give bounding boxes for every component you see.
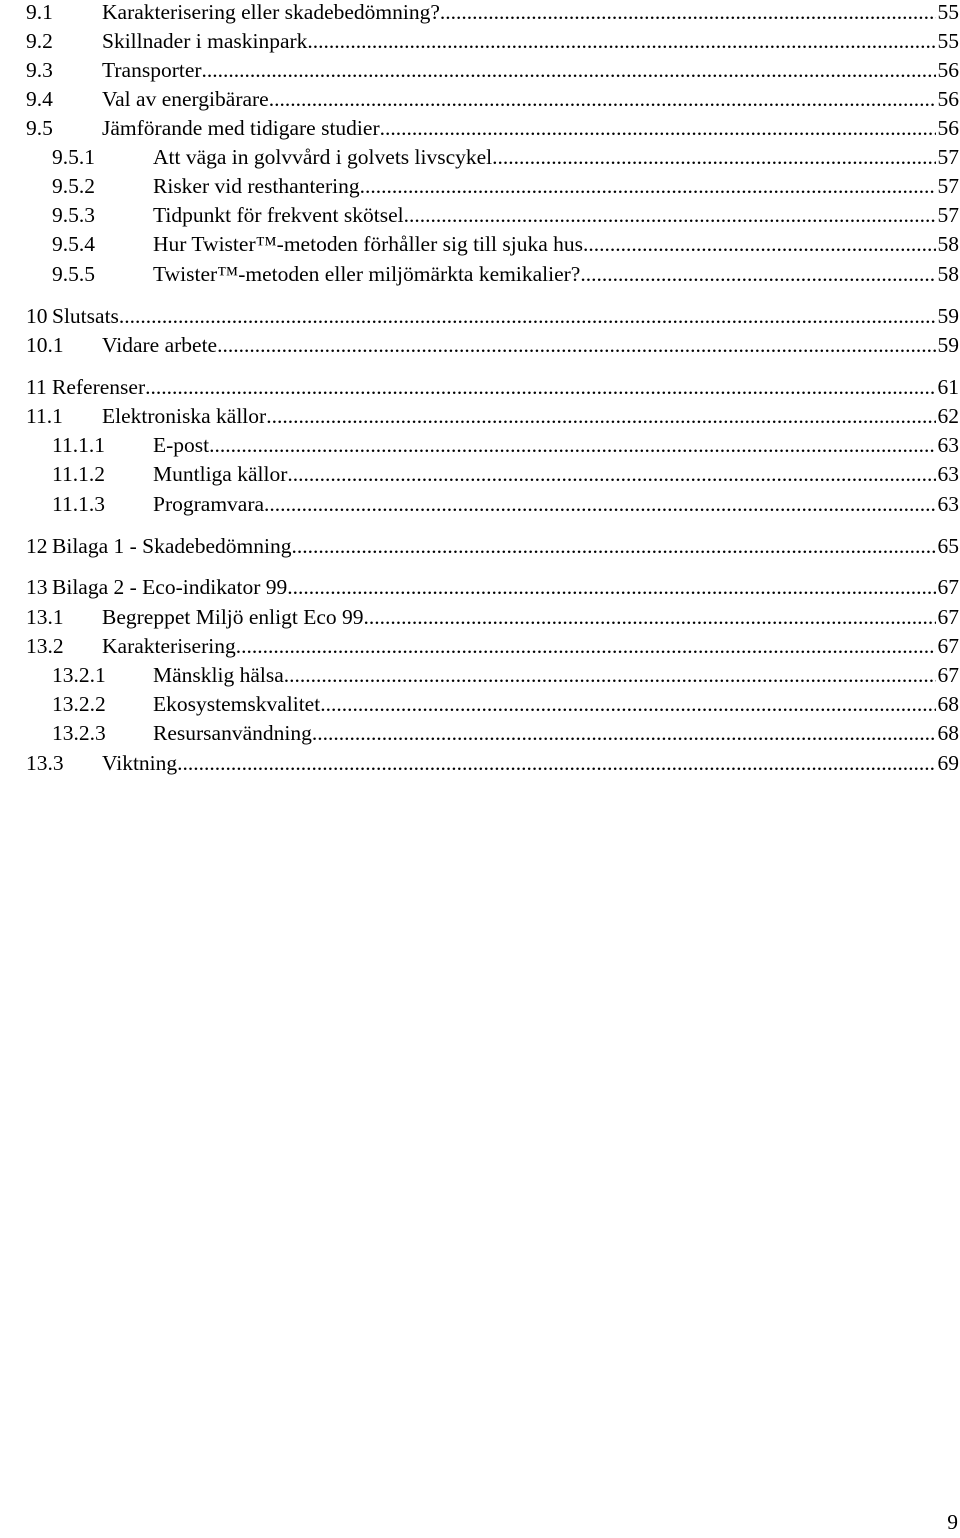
toc-entry-title: Referenser — [52, 375, 146, 399]
toc-entry-page: 63 — [937, 433, 959, 457]
toc-entry[interactable] — [26, 114, 959, 142]
toc-entry[interactable] — [26, 532, 959, 560]
toc-entry-number: 12 — [26, 534, 48, 558]
toc-entry-page: 67 — [937, 663, 959, 687]
toc-entry[interactable] — [26, 27, 959, 55]
toc-entry[interactable] — [26, 603, 959, 631]
toc-entry-page: 58 — [937, 262, 959, 286]
toc-entry[interactable] — [52, 460, 959, 488]
toc-entry-number: 11.1 — [26, 404, 63, 428]
toc-entry-page: 55 — [937, 29, 959, 53]
toc-leader-dots — [320, 690, 935, 718]
toc-entry-title: Karakterisering eller skadebedömning? — [102, 0, 440, 24]
toc-entry-title: Hur Twister™-metoden förhåller sig till sjuka hus — [153, 232, 583, 256]
toc-leader-dots — [269, 85, 936, 113]
toc-entry-page: 68 — [937, 721, 959, 745]
toc-entry-page: 59 — [937, 333, 959, 357]
toc-leader-dots — [364, 603, 936, 631]
toc-entry-title: Bilaga 1 - Skadebedömning — [52, 534, 292, 558]
toc-entry[interactable] — [26, 749, 959, 777]
toc-entry-page: 67 — [937, 634, 959, 658]
toc-entry[interactable] — [26, 331, 959, 359]
toc-entry-page: 57 — [937, 203, 959, 227]
toc-leader-dots — [360, 172, 936, 200]
toc-entry-page: 63 — [937, 492, 959, 516]
toc-entry[interactable] — [26, 85, 959, 113]
toc-entry-number: 9.5 — [26, 116, 53, 140]
toc-entry-title: Viktning — [102, 751, 178, 775]
toc-entry[interactable] — [26, 0, 959, 26]
toc-entry[interactable] — [52, 172, 959, 200]
toc-entry[interactable] — [26, 373, 959, 401]
toc-leader-dots — [492, 143, 935, 171]
toc-entry[interactable] — [52, 230, 959, 258]
toc-entry-title: Jämförande med tidigare studier — [102, 116, 380, 140]
toc-entry-number: 13.3 — [26, 751, 64, 775]
toc-leader-dots — [287, 573, 935, 601]
toc-leader-dots — [307, 27, 935, 55]
toc-entry-number: 11 — [26, 375, 47, 399]
toc-entry[interactable] — [52, 661, 959, 689]
toc-leader-dots — [404, 201, 936, 229]
toc-entry-title: Muntliga källor — [153, 462, 288, 486]
toc-leader-dots — [580, 260, 935, 288]
toc-entry-number: 9.2 — [26, 29, 53, 53]
toc-entry-number: 9.5.3 — [52, 203, 95, 227]
toc-entry-number: 11.1.2 — [52, 462, 105, 486]
toc-entry-page: 69 — [937, 751, 959, 775]
toc-entry-number: 9.5.1 — [52, 145, 95, 169]
toc-entry-title: Tidpunkt för frekvent skötsel — [153, 203, 404, 227]
toc-entry-title: Resursanvändning — [153, 721, 312, 745]
toc-leader-dots — [287, 460, 935, 488]
toc-entry[interactable] — [52, 690, 959, 718]
toc-entry[interactable] — [26, 402, 959, 430]
toc-entry-number: 13.2.3 — [52, 721, 106, 745]
toc-entry-page: 57 — [937, 145, 959, 169]
toc-entry-number: 13 — [26, 575, 48, 599]
toc-entry[interactable] — [52, 143, 959, 171]
toc-entry-number: 9.1 — [26, 0, 53, 24]
toc-leader-dots — [440, 0, 936, 26]
toc-entry[interactable] — [26, 632, 959, 660]
toc-entry-title: Twister™-metoden eller miljömärkta kemikalier? — [153, 262, 581, 286]
toc-leader-dots — [312, 719, 936, 747]
toc-leader-dots — [145, 373, 935, 401]
toc-entry-number: 9.5.5 — [52, 262, 95, 286]
toc-entry-page: 59 — [937, 304, 959, 328]
toc-entry-number: 9.5.2 — [52, 174, 95, 198]
toc-entry-title: Transporter — [102, 58, 202, 82]
toc-entry-title: Att väga in golvvård i golvets livscykel — [153, 145, 493, 169]
toc-entry-title: Mänsklig hälsa — [153, 663, 284, 687]
page-number: 9 — [947, 1510, 958, 1534]
toc-entry[interactable] — [52, 719, 959, 747]
toc-entry[interactable] — [26, 573, 959, 601]
toc-entry-title: Ekosystemskvalitet — [153, 692, 321, 716]
toc-entry-title: Skillnader i maskinpark — [102, 29, 308, 53]
toc-entry-title: Begreppet Miljö enligt Eco 99 — [102, 605, 364, 629]
toc-entry-page: 67 — [937, 605, 959, 629]
toc-entry[interactable] — [52, 490, 959, 518]
toc-entry-title: Slutsats — [52, 304, 119, 328]
toc-entry-page: 55 — [937, 0, 959, 24]
toc-entry[interactable] — [52, 260, 959, 288]
toc-leader-dots — [266, 402, 935, 430]
toc-leader-dots — [380, 114, 936, 142]
toc-entry-number: 10 — [26, 304, 48, 328]
toc-entry-page: 58 — [937, 232, 959, 256]
toc-entry-title: Vidare arbete — [102, 333, 218, 357]
toc-entry-number: 13.2.2 — [52, 692, 106, 716]
toc-leader-dots — [583, 230, 936, 258]
toc-entry-page: 68 — [937, 692, 959, 716]
toc-entry-page: 62 — [937, 404, 959, 428]
toc-entry-title: Programvara — [153, 492, 265, 516]
toc-entry[interactable] — [52, 201, 959, 229]
toc-entry-page: 63 — [937, 462, 959, 486]
toc-leader-dots — [291, 532, 935, 560]
toc-entry-number: 11.1.1 — [52, 433, 105, 457]
toc-entry-number: 13.1 — [26, 605, 64, 629]
toc-entry-page: 57 — [937, 174, 959, 198]
toc-entry-title: Risker vid resthantering — [153, 174, 360, 198]
toc-leader-dots — [236, 632, 936, 660]
toc-leader-dots — [284, 661, 936, 689]
toc-entry-number: 10.1 — [26, 333, 64, 357]
toc-leader-dots — [202, 56, 936, 84]
toc-entry-page: 61 — [937, 375, 959, 399]
toc-entry-number: 9.4 — [26, 87, 53, 111]
toc-leader-dots — [209, 431, 935, 459]
toc-entry-title: Elektroniska källor — [102, 404, 267, 428]
toc-entry[interactable] — [52, 431, 959, 459]
toc-entry-page: 65 — [937, 534, 959, 558]
toc-entry-number: 9.3 — [26, 58, 53, 82]
toc-entry[interactable] — [26, 302, 959, 330]
toc-entry-number: 9.5.4 — [52, 232, 95, 256]
toc-leader-dots — [119, 302, 936, 330]
toc-entry-page: 67 — [937, 575, 959, 599]
toc-leader-dots — [264, 490, 935, 518]
toc-entry-page: 56 — [937, 116, 959, 140]
toc-entry-title: E-post — [153, 433, 210, 457]
toc-entry[interactable] — [26, 56, 959, 84]
toc-entry-number: 13.2.1 — [52, 663, 106, 687]
toc-entry-number: 13.2 — [26, 634, 64, 658]
toc-entry-page: 56 — [937, 58, 959, 82]
toc-entry-page: 56 — [937, 87, 959, 111]
toc-entry-number: 11.1.3 — [52, 492, 105, 516]
toc-leader-dots — [217, 331, 935, 359]
toc-entry-title: Val av energibärare — [102, 87, 269, 111]
toc-leader-dots — [177, 749, 935, 777]
toc-entry-title: Karakterisering — [102, 634, 236, 658]
toc-entry-title: Bilaga 2 - Eco-indikator 99 — [52, 575, 288, 599]
